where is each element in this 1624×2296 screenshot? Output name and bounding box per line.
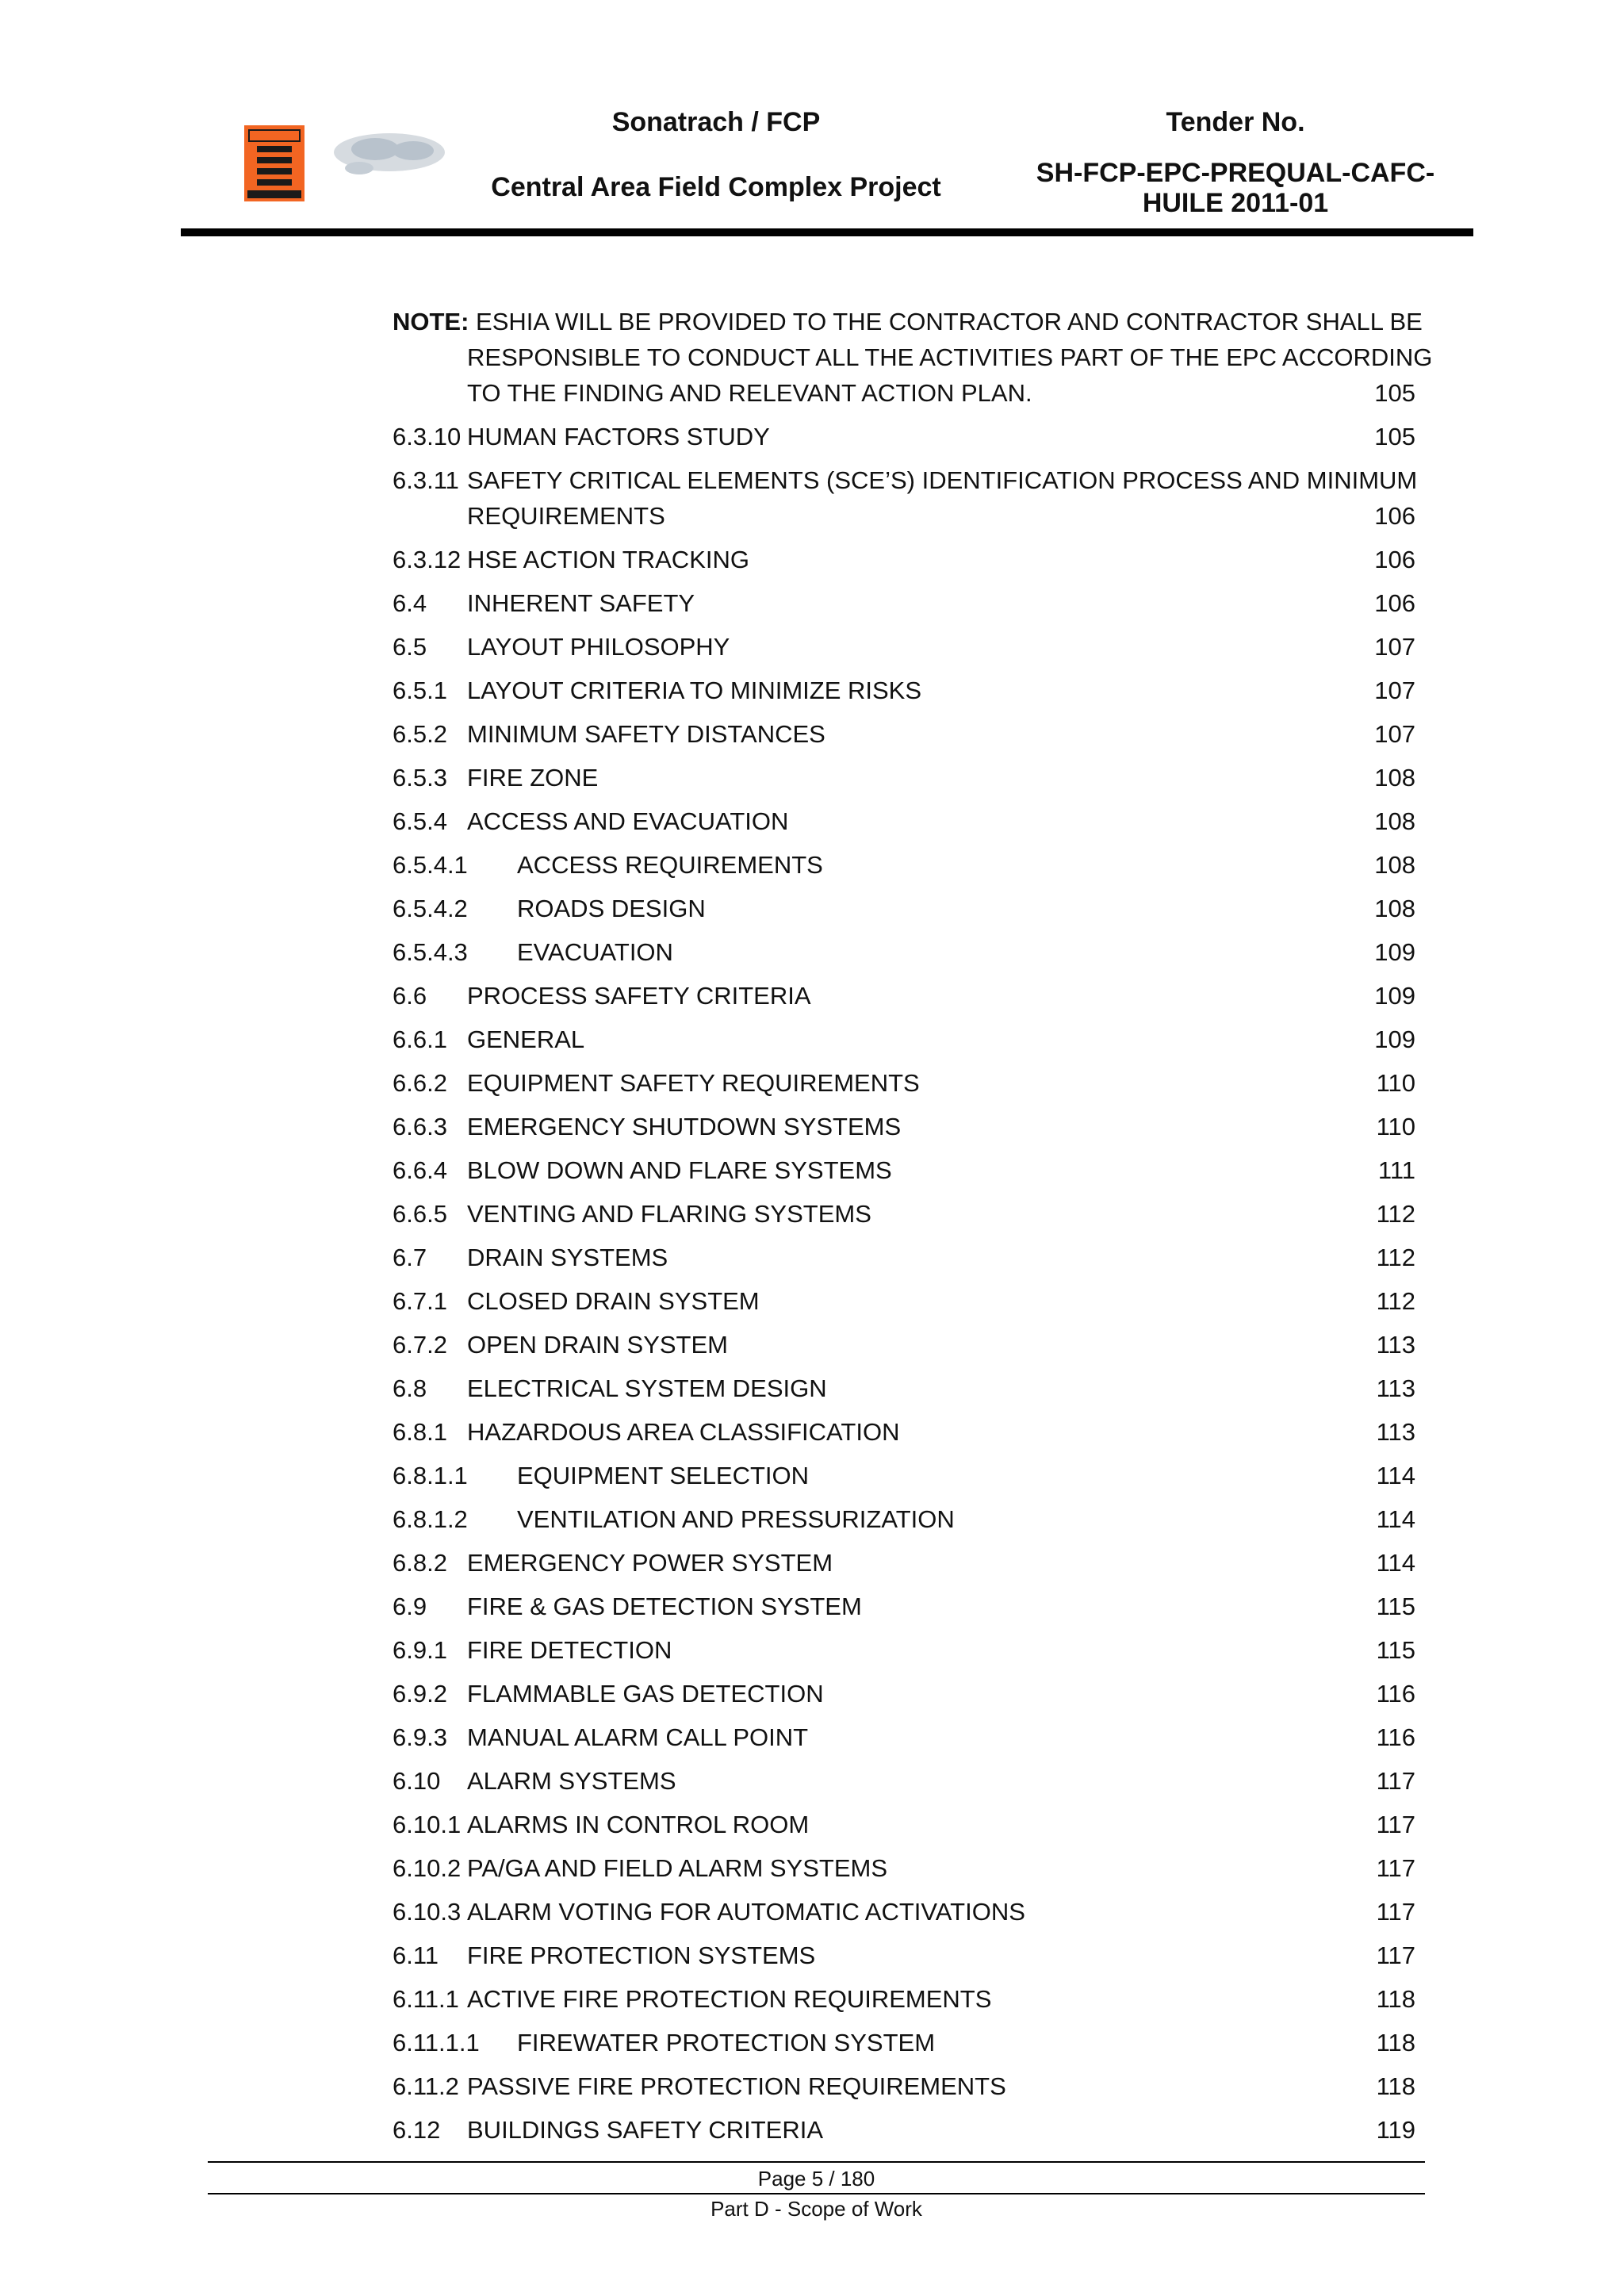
toc-entry[interactable] — [393, 978, 1447, 1014]
toc-entry[interactable] — [393, 419, 1447, 454]
toc-entry[interactable] — [393, 1763, 1447, 1799]
toc-entry[interactable] — [393, 1327, 1447, 1363]
header-project: Central Area Field Complex Project — [491, 172, 941, 202]
toc-entry[interactable] — [393, 1501, 1447, 1537]
toc-title: ACCESS AND EVACUATION — [467, 807, 789, 835]
toc-title: EMERGENCY POWER SYSTEM — [467, 1549, 833, 1577]
toc-entry[interactable] — [393, 1065, 1447, 1101]
tender-number-line2: HUILE 2011-01 — [1142, 188, 1329, 218]
toc-number: 6.8.1.2 — [393, 1505, 468, 1533]
toc-page-number: 117 — [1376, 1767, 1415, 1795]
header-rule — [181, 228, 1473, 236]
toc-page-number: 106 — [1374, 546, 1415, 573]
toc-title: BUILDINGS SAFETY CRITERIA — [467, 2116, 824, 2144]
toc-title: FIRE DETECTION — [467, 1636, 672, 1664]
note-label: NOTE: — [393, 308, 469, 335]
toc-page-number: 119 — [1376, 2116, 1415, 2144]
fcp-logo — [327, 128, 450, 200]
toc-entry[interactable] — [393, 629, 1447, 665]
toc-number: 6.5.1 — [393, 677, 447, 704]
toc-title: PA/GA AND FIELD ALARM SYSTEMS — [467, 1854, 888, 1882]
toc-number: 6.10 — [393, 1767, 441, 1795]
toc-number: 6.6.3 — [393, 1113, 447, 1140]
footer-rule-bottom — [208, 2193, 1425, 2194]
toc-title: DRAIN SYSTEMS — [467, 1244, 668, 1271]
toc-number: 6.8 — [393, 1374, 427, 1402]
toc-title: FIREWATER PROTECTION SYSTEM — [517, 2029, 936, 2056]
toc-page-number: 117 — [1376, 1854, 1415, 1882]
toc-title: LAYOUT PHILOSOPHY — [467, 633, 730, 661]
toc-page-number: 106 — [1374, 502, 1415, 530]
toc-note — [393, 304, 1447, 411]
toc-entry[interactable] — [393, 1414, 1447, 1450]
toc-entry[interactable] — [393, 585, 1447, 621]
sonatrach-logo — [244, 125, 304, 201]
toc-page-number: 109 — [1374, 1025, 1415, 1053]
note-line-1 — [393, 304, 1447, 339]
toc-title: VENTING AND FLARING SYSTEMS — [467, 1200, 871, 1228]
toc-entry[interactable] — [393, 1632, 1447, 1668]
toc-title: HSE ACTION TRACKING — [467, 546, 749, 573]
toc-page-number: 107 — [1374, 677, 1415, 704]
toc-page-number: 118 — [1376, 2072, 1415, 2100]
toc-number: 6.5.3 — [393, 764, 447, 792]
toc-page-number: 108 — [1374, 851, 1415, 879]
toc-page-number: 117 — [1376, 1811, 1415, 1838]
toc-number: 6.3.12 — [393, 546, 462, 573]
toc-title: FLAMMABLE GAS DETECTION — [467, 1680, 824, 1708]
page-header — [181, 95, 1473, 236]
toc-page-number: 105 — [1374, 379, 1415, 407]
toc-entry[interactable] — [393, 1152, 1447, 1188]
toc-entry[interactable] — [393, 1938, 1447, 1973]
toc-entry[interactable] — [393, 934, 1447, 970]
toc-entry[interactable] — [393, 1589, 1447, 1624]
toc-number: 6.10.1 — [393, 1811, 462, 1838]
toc-page-number: 106 — [1374, 589, 1415, 617]
toc-number: 6.11.2 — [393, 2072, 459, 2100]
toc-number: 6.3.10 — [393, 423, 462, 450]
toc-entry[interactable] — [393, 1240, 1447, 1275]
toc-title: LAYOUT CRITERIA TO MINIMIZE RISKS — [467, 677, 922, 704]
toc-number: 6.7.2 — [393, 1331, 447, 1359]
tender-number-line1: SH-FCP-EPC-PREQUAL-CAFC- — [1036, 158, 1435, 188]
toc-number: 6.11 — [393, 1941, 439, 1969]
toc-page-number: 115 — [1376, 1593, 1415, 1620]
toc-number: 6.8.1 — [393, 1418, 447, 1446]
table-of-contents — [393, 304, 1447, 2156]
toc-number: 6.9.2 — [393, 1680, 447, 1708]
toc-number: 6.3.11 — [393, 466, 459, 494]
toc-title: ROADS DESIGN — [517, 895, 706, 922]
toc-page-number: 114 — [1376, 1549, 1415, 1577]
toc-entry[interactable] — [393, 1458, 1447, 1493]
toc-number: 6.5.4.1 — [393, 851, 468, 879]
toc-page-number: 112 — [1376, 1244, 1415, 1271]
toc-entry[interactable] — [393, 1676, 1447, 1711]
toc-entry[interactable] — [393, 760, 1447, 795]
note-text-3: TO THE FINDING AND RELEVANT ACTION PLAN. — [467, 379, 1032, 407]
toc-title: VENTILATION AND PRESSURIZATION — [517, 1505, 955, 1533]
toc-title: ACTIVE FIRE PROTECTION REQUIREMENTS — [467, 1985, 992, 2013]
footer-rule-top — [208, 2161, 1425, 2163]
toc-title: EQUIPMENT SELECTION — [517, 1462, 810, 1489]
toc-title: GENERAL — [467, 1025, 585, 1053]
toc-entry[interactable] — [393, 2025, 1447, 2060]
toc-page-number: 107 — [1374, 720, 1415, 748]
toc-number: 6.6.5 — [393, 1200, 447, 1228]
toc-entry[interactable] — [393, 1807, 1447, 1842]
toc-page-number: 113 — [1376, 1374, 1415, 1402]
toc-page-number: 109 — [1374, 938, 1415, 966]
toc-title: CLOSED DRAIN SYSTEM — [467, 1287, 760, 1315]
toc-entry[interactable] — [393, 1981, 1447, 2017]
toc-number: 6.6 — [393, 982, 427, 1010]
toc-title: ELECTRICAL SYSTEM DESIGN — [467, 1374, 827, 1402]
toc-number: 6.8.1.1 — [393, 1462, 468, 1489]
toc-page-number: 109 — [1374, 982, 1415, 1010]
toc-page-number: 116 — [1376, 1680, 1415, 1708]
header-tender-label: Tender No. — [1166, 107, 1305, 137]
toc-entry[interactable] — [393, 891, 1447, 926]
toc-number: 6.4 — [393, 589, 427, 617]
toc-entry[interactable] — [393, 1850, 1447, 1886]
toc-title: ALARM SYSTEMS — [467, 1767, 676, 1795]
toc-title: INHERENT SAFETY — [467, 589, 695, 617]
note-line-3 — [393, 375, 1447, 411]
toc-entry[interactable] — [393, 1283, 1447, 1319]
toc-page-number: 115 — [1376, 1636, 1415, 1664]
toc-page-number: 116 — [1376, 1723, 1415, 1751]
toc-number: 6.7 — [393, 1244, 427, 1271]
toc-title: EVACUATION — [517, 938, 673, 966]
toc-entry[interactable] — [393, 2068, 1447, 2104]
header-company: Sonatrach / FCP — [611, 107, 821, 137]
toc-number: 6.8.2 — [393, 1549, 447, 1577]
toc-title: FIRE PROTECTION SYSTEMS — [467, 1941, 816, 1969]
toc-entry[interactable] — [393, 1894, 1447, 1930]
toc-entry[interactable] — [393, 462, 1447, 534]
toc-page-number: 110 — [1376, 1069, 1415, 1097]
toc-number: 6.6.4 — [393, 1156, 447, 1184]
footer-page-number: Page 5 / 180 — [757, 2167, 875, 2191]
toc-page-number: 117 — [1376, 1941, 1415, 1969]
toc-entry[interactable] — [393, 2112, 1447, 2148]
toc-title: PROCESS SAFETY CRITERIA — [467, 982, 811, 1010]
toc-page-number: 112 — [1376, 1287, 1415, 1315]
toc-page-number: 118 — [1376, 2029, 1415, 2056]
toc-entry[interactable] — [393, 716, 1447, 752]
header-tender-number — [1013, 158, 1457, 218]
toc-page-number: 112 — [1376, 1200, 1415, 1228]
toc-title: EQUIPMENT SAFETY REQUIREMENTS — [467, 1069, 920, 1097]
toc-number: 6.5.4.3 — [393, 938, 468, 966]
toc-number: 6.5.2 — [393, 720, 447, 748]
toc-entry[interactable] — [393, 1109, 1447, 1144]
toc-entry[interactable] — [393, 803, 1447, 839]
toc-entry[interactable] — [393, 673, 1447, 708]
toc-page-number: 108 — [1374, 764, 1415, 792]
toc-entry[interactable] — [393, 1370, 1447, 1406]
toc-number: 6.11.1 — [393, 1985, 459, 2013]
toc-number: 6.12 — [393, 2116, 441, 2144]
toc-page-number: 107 — [1374, 633, 1415, 661]
note-line-2: RESPONSIBLE TO CONDUCT ALL THE ACTIVITIES PART OF THE EPC ACCORDING — [467, 343, 1433, 371]
toc-page-number: 110 — [1376, 1113, 1415, 1140]
toc-entry[interactable] — [393, 1545, 1447, 1581]
toc-number: 6.5.4 — [393, 807, 447, 835]
toc-title: HUMAN FACTORS STUDY — [467, 423, 770, 450]
toc-page-number: 108 — [1374, 895, 1415, 922]
toc-entry[interactable] — [393, 1196, 1447, 1232]
toc-page-number: 114 — [1376, 1462, 1415, 1489]
toc-number: 6.10.2 — [393, 1854, 462, 1882]
toc-title: HAZARDOUS AREA CLASSIFICATION — [467, 1418, 900, 1446]
toc-entry[interactable] — [393, 1022, 1447, 1057]
toc-title: EMERGENCY SHUTDOWN SYSTEMS — [467, 1113, 902, 1140]
toc-number: 6.9.3 — [393, 1723, 447, 1751]
toc-page-number: 117 — [1376, 1898, 1415, 1926]
toc-title: MANUAL ALARM CALL POINT — [467, 1723, 809, 1751]
toc-number: 6.5 — [393, 633, 427, 661]
toc-title: ACCESS REQUIREMENTS — [517, 851, 823, 879]
toc-title: ALARM VOTING FOR AUTOMATIC ACTIVATIONS — [467, 1898, 1025, 1926]
toc-number: 6.5.4.2 — [393, 895, 468, 922]
toc-number: 6.11.1.1 — [393, 2029, 480, 2056]
toc-page-number: 111 — [1377, 1156, 1415, 1184]
note-text-1: ESHIA WILL BE PROVIDED TO THE CONTRACTOR AND CONTRACTOR SHALL BE — [469, 308, 1423, 335]
toc-number: 6.9.1 — [393, 1636, 447, 1664]
toc-page-number: 105 — [1374, 423, 1415, 450]
toc-number: 6.6.1 — [393, 1025, 447, 1053]
toc-number: 6.6.2 — [393, 1069, 447, 1097]
toc-number: 6.9 — [393, 1593, 427, 1620]
toc-title: PASSIVE FIRE PROTECTION REQUIREMENTS — [467, 2072, 1006, 2100]
toc-title: FIRE ZONE — [467, 764, 599, 792]
toc-page-number: 113 — [1376, 1331, 1415, 1359]
toc-title: BLOW DOWN AND FLARE SYSTEMS — [467, 1156, 892, 1184]
toc-entry[interactable] — [393, 542, 1447, 577]
toc-title: ALARMS IN CONTROL ROOM — [467, 1811, 810, 1838]
toc-title: FIRE & GAS DETECTION SYSTEM — [467, 1593, 862, 1620]
toc-title: SAFETY CRITICAL ELEMENTS (SCE’S) IDENTIFICATION PROCESS AND MINIMUM REQUIREMENTS — [467, 466, 1418, 530]
toc-page-number: 113 — [1376, 1418, 1415, 1446]
toc-page-number: 114 — [1376, 1505, 1415, 1533]
toc-page-number: 108 — [1374, 807, 1415, 835]
toc-entry[interactable] — [393, 847, 1447, 883]
footer-part-label: Part D - Scope of Work — [710, 2197, 922, 2221]
toc-title: MINIMUM SAFETY DISTANCES — [467, 720, 825, 748]
toc-page-number: 118 — [1376, 1985, 1415, 2013]
toc-number: 6.10.3 — [393, 1898, 462, 1926]
toc-title: OPEN DRAIN SYSTEM — [467, 1331, 728, 1359]
toc-entry[interactable] — [393, 1719, 1447, 1755]
toc-number: 6.7.1 — [393, 1287, 447, 1315]
